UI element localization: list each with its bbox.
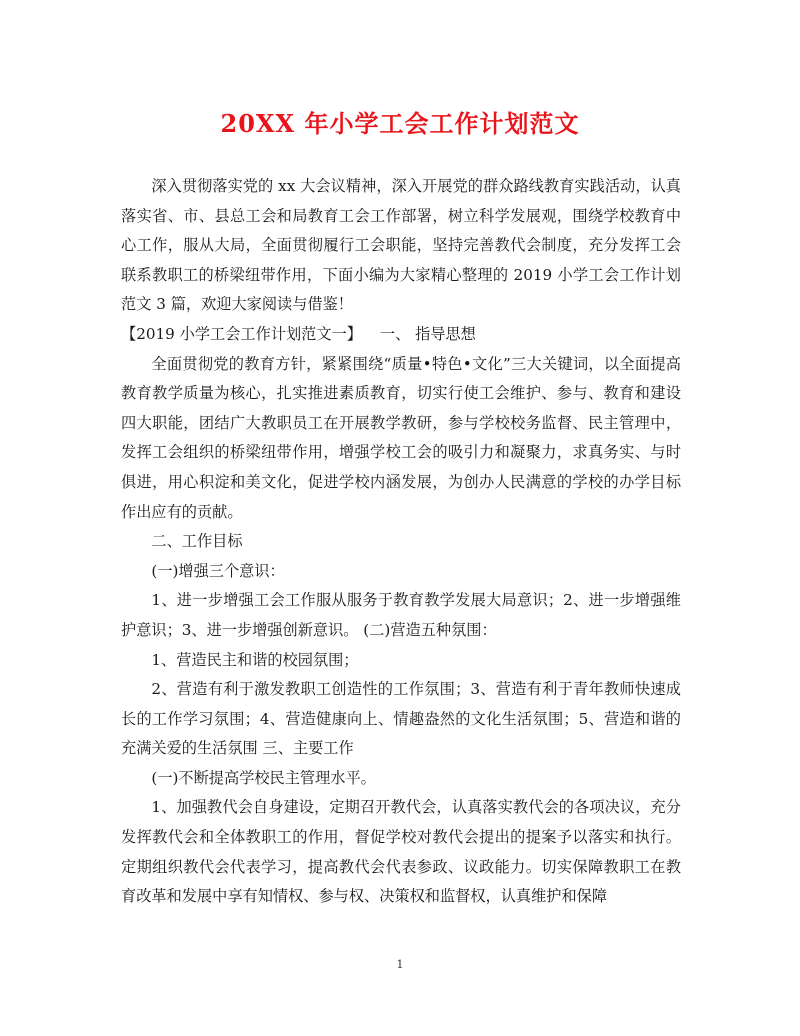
intro-paragraph: 深入贯彻落实党的 xx 大会议精神，深入开展党的群众路线教育实践活动，认真落实省、市、县总工会和局教育工会工作部署，树立科学发展观，围绕学校教育中心工作，服从大局，全面贯彻履行工会职能，坚持完善教代会制度，充分发挥工会联系教职工的桥梁纽带作用，下面小编为大家精心整理的 2019 小学工会工作计划范文 3 篇，欢迎大家阅读与借鉴！ — [121, 177, 681, 314]
document-body — [121, 172, 681, 912]
sub-heading-awareness: (一)增强三个意识： — [151, 561, 285, 580]
awareness-paragraph: 1、进一步增强工会工作服从服务于教育教学发展大局意识；2、进一步增强维护意识；3、进一步增强创新意识。 (二)营造五种氛围： — [121, 591, 681, 639]
section-heading-goals: 二、工作目标 — [151, 532, 243, 551]
guiding-paragraph: 全面贯彻党的教育方针，紧紧围绕“质量•特色•文化”三大关键词，以全面提高教育教学质量为核心，扎实推进素质教育，切实行使工会维护、参与、教育和建设四大职能，团结广大教职员工在开展教学教研，参与学校校务监督、民主管理中，发挥工会组织的桥梁纽带作用，增强学校工会的吸引力和凝聚力，求真务实、与时俱进，用心积淀和美文化，促进学校内涵发展，为创办人民满意的学校的办学目标作出应有的贡献。 — [121, 354, 681, 521]
section-bracket-title: 【2019 小学工会工作计划范文一】 — [121, 324, 362, 343]
work-paragraph-1: 1、加强教代会自身建设，定期召开教代会，认真落实教代会的各项决议，充分发挥教代会和全体教职工的作用，督促学校对教代会提出的提案予以落实和执行。定期组织教代会代表学习，提高教代会代表参政、议政能力。切实保障教职工在教育改革和发展中享有知情权、参与权、决策权和监督权，认真维护和保障 — [121, 798, 681, 906]
section-header-line — [121, 320, 681, 350]
sub-heading-democracy: (一)不断提高学校民主管理水平。 — [151, 768, 376, 787]
section-heading-guiding: 一、 指导思想 — [379, 324, 476, 343]
atmosphere-paragraph-2: 2、营造有利于激发教职工创造性的工作氛围；3、营造有利于青年教师快速成长的工作学习氛围；4、营造健康向上、情趣盎然的文化生活氛围；5、营造和谐的充满关爱的生活氛围 三、主要工作 — [121, 680, 681, 758]
document-title: 20XX 年小学工会工作计划范文 — [220, 109, 580, 138]
page-number: 1 — [396, 958, 404, 971]
atmosphere-paragraph-1: 1、营造民主和谐的校园氛围； — [151, 650, 359, 669]
